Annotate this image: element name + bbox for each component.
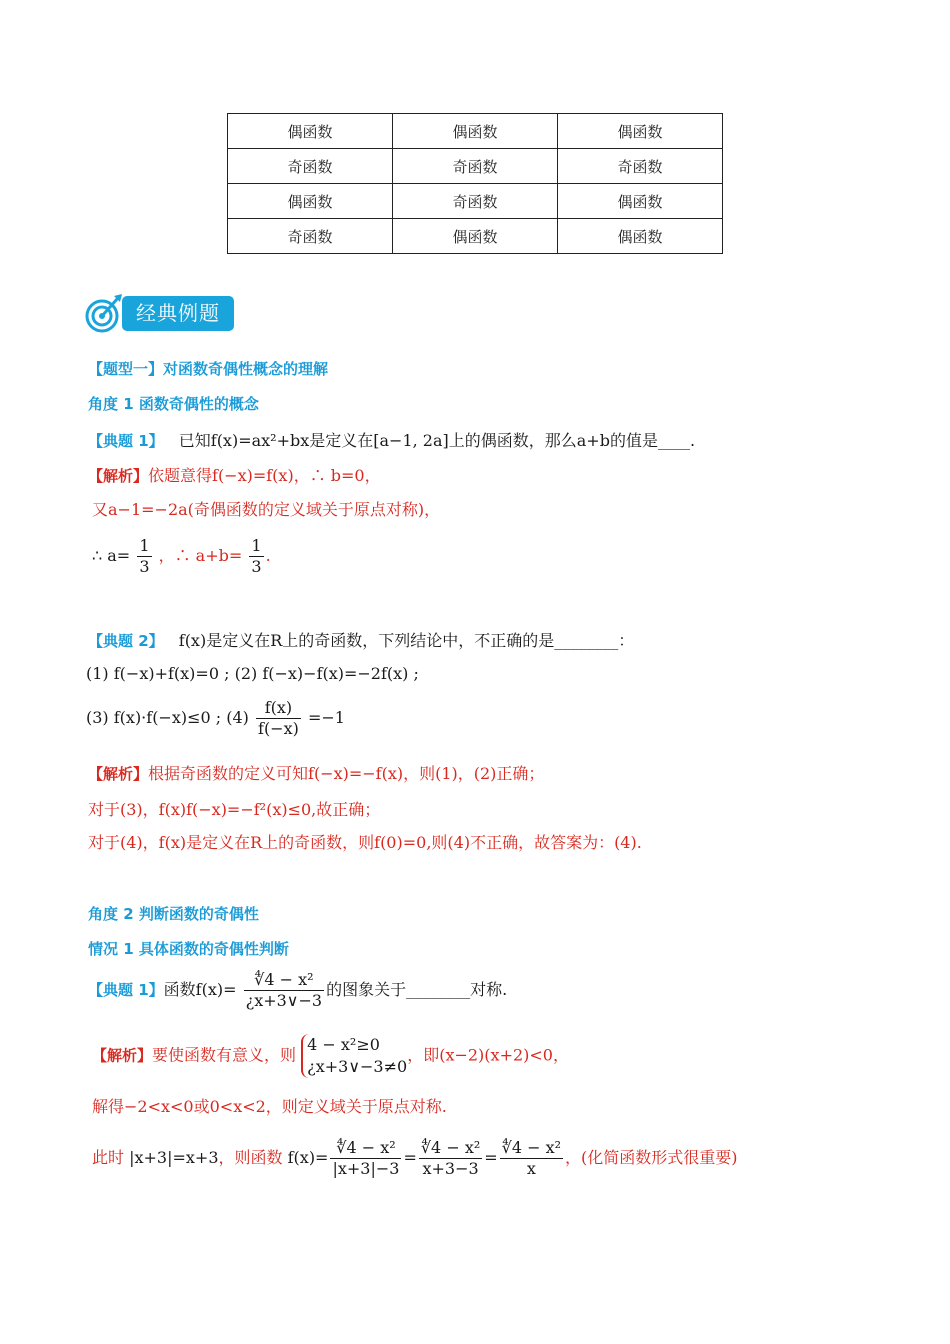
fraction (249, 536, 263, 577)
table-row (228, 184, 723, 219)
fraction-denominator: 3 (139, 557, 150, 576)
fraction-denominator: f(−x) (258, 719, 299, 738)
solution-note: ，(化简函数形式很重要) (565, 1148, 738, 1167)
fraction-numerator: ∜4 − x² (501, 1138, 562, 1157)
solution-text: 此时 (92, 1148, 125, 1167)
target-arrow-icon (84, 292, 124, 334)
case1-heading: 情况 1 具体函数的奇偶性判断 (88, 940, 289, 958)
solution-text: 要使函数有意义，则 (152, 1045, 297, 1065)
math-expression: f(x)= (287, 1148, 329, 1167)
fraction-denominator: ¿x+3∨−3 (245, 991, 323, 1010)
section-banner: 经典例题 (122, 296, 234, 331)
solution-text: ，则函数 (218, 1148, 283, 1167)
example-text: 函数f(x)= (163, 980, 237, 999)
angle2-heading: 角度 2 判断函数的奇偶性 (88, 905, 259, 923)
example-tag: 【典题 1】 (88, 981, 164, 999)
math-expression: |x+3|=x+3 (129, 1148, 219, 1167)
system-line: 4 − x²≥0 (307, 1035, 380, 1054)
fraction (500, 1138, 563, 1179)
example-tag: 【典题 2】 (88, 632, 164, 650)
fraction-numerator: 1 (251, 536, 262, 555)
equation-system (301, 1034, 407, 1078)
example2-options-line2 (86, 698, 345, 739)
solution3-line3: 此时 |x+3|=x+3，则函数 f(x)= $\frac{\text{∜4 − x²}}{|x+3|-3}$ = $\frac{\text{∜4 − x²}}{x+3-3}$ = $\frac{\text{∜4 − x²}}{x}$ ，(化简函数形式很重要) (92, 1138, 738, 1178)
fraction-denominator: |x+3|−3 (332, 1159, 400, 1178)
fraction (137, 536, 151, 577)
table-cell: 偶函数 (558, 114, 723, 149)
solution-text: . (265, 546, 271, 565)
fraction (244, 970, 324, 1011)
system-line: ¿x+3∨−3≠0 (307, 1057, 408, 1076)
fraction (256, 698, 301, 739)
solution1-line1 (88, 463, 381, 486)
table-row (228, 149, 723, 184)
solution2-line2: 对于(3)，f(x)f(−x)=−f²(x)≤0,故正确； (88, 800, 381, 819)
fraction-denominator: 3 (251, 557, 262, 576)
table-cell: 奇函数 (558, 149, 723, 184)
example1-line (88, 428, 695, 451)
solution-tag: 【解析】 (88, 467, 149, 485)
table-cell: 奇函数 (228, 149, 393, 184)
table-cell: 奇函数 (393, 184, 558, 219)
solution-tag: 【解析】 (92, 1046, 153, 1065)
example-text: 的图象关于________对称. (326, 980, 508, 999)
type1-heading: 【题型一】对函数奇偶性概念的理解 (88, 360, 329, 378)
table-cell: 偶函数 (558, 219, 723, 254)
example-text: 已知f(x)=ax²+bx是定义在[a−1, 2a]上的偶函数，那么a+b的值是____. (178, 431, 696, 450)
fraction-numerator: ∜4 − x² (244, 970, 324, 991)
solution-text: ∴ a= (92, 546, 131, 565)
table-cell: 偶函数 (393, 219, 558, 254)
example-tag: 【典题 1】 (88, 432, 164, 450)
option-text: (3) f(x)·f(−x)≤0 ; (4) (86, 708, 249, 727)
solution-text: 依题意得f(−x)=f(x)，∴ b=0， (148, 466, 381, 485)
option-text: =−1 (307, 708, 345, 727)
parity-table (227, 113, 723, 254)
table-cell: 奇函数 (393, 149, 558, 184)
table-row (228, 114, 723, 149)
solution3-line2: 解得−2<x<0或0<x<2，则定义域关于原点对称. (92, 1097, 447, 1116)
table-cell: 偶函数 (393, 114, 558, 149)
solution-text: ，即(x−2)(x+2)<0， (407, 1045, 569, 1065)
fraction (330, 1138, 401, 1179)
table-cell: 偶函数 (228, 184, 393, 219)
solution2-line1 (88, 761, 544, 784)
fraction-numerator: ∜4 − x² (420, 1138, 481, 1157)
table-cell: 偶函数 (558, 184, 723, 219)
fraction-denominator: x (526, 1159, 536, 1178)
solution3-line1 (92, 1034, 569, 1078)
solution-tag: 【解析】 (88, 765, 149, 783)
example2-options-line1: (1) f(−x)+f(x)=0 ; (2) f(−x)−f(x)=−2f(x) ; (86, 664, 419, 683)
solution2-line3: 对于(4)，f(x)是定义在R上的奇函数，则f(0)=0,则(4)不正确，故答案为：(4). (88, 833, 642, 852)
example2-line (88, 628, 634, 651)
table-cell: 偶函数 (228, 114, 393, 149)
table-row (228, 219, 723, 254)
solution1-line3 (92, 536, 271, 577)
example-text: f(x)是定义在R上的奇函数，下列结论中，不正确的是________： (178, 631, 635, 650)
fraction-numerator: f(x) (256, 698, 301, 719)
fraction-denominator: x+3−3 (422, 1159, 479, 1178)
solution-text: ，∴ a+b= (158, 546, 243, 565)
fraction-numerator: ∜4 − x² (330, 1138, 401, 1159)
fraction-numerator: 1 (139, 536, 150, 555)
solution-text: 根据奇函数的定义可知f(−x)=−f(x)，则(1)，(2)正确； (148, 764, 545, 783)
table-cell: 奇函数 (228, 219, 393, 254)
fraction (419, 1138, 482, 1179)
example3-line (88, 970, 507, 1011)
solution1-line2: 又a−1=−2a(奇偶函数的定义域关于原点对称)， (92, 500, 441, 519)
angle1-heading: 角度 1 函数奇偶性的概念 (88, 395, 259, 413)
